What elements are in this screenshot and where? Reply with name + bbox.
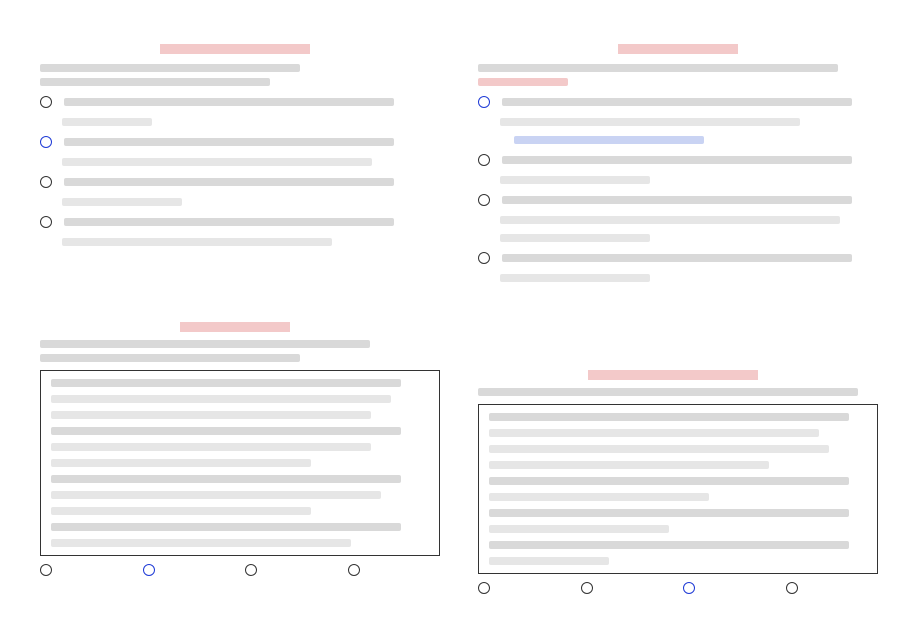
q63-choice: [40, 96, 430, 108]
q64-header: [180, 322, 290, 332]
q65-header: [618, 44, 738, 54]
q65-choice: [478, 194, 868, 206]
q66-header: [588, 370, 758, 380]
question-63: [40, 44, 430, 246]
q63-choice: [40, 176, 430, 188]
q65-stem: [478, 64, 868, 86]
q64-statement-box: [40, 370, 440, 556]
q65-choice: [478, 154, 868, 166]
q65-choice: [478, 252, 868, 264]
q63-choice: [40, 216, 430, 228]
q63-choice: [40, 136, 430, 148]
q65-choice: [478, 96, 868, 108]
q66-statement-box: [478, 404, 878, 574]
q63-header: [160, 44, 310, 54]
question-65: [478, 44, 868, 282]
question-66: [478, 370, 878, 594]
q64-stem: [40, 340, 440, 362]
q66-stem: [478, 388, 878, 396]
q66-options: [478, 582, 798, 594]
q63-stem: [40, 64, 430, 86]
q64-options: [40, 564, 360, 576]
question-64: [40, 322, 440, 576]
